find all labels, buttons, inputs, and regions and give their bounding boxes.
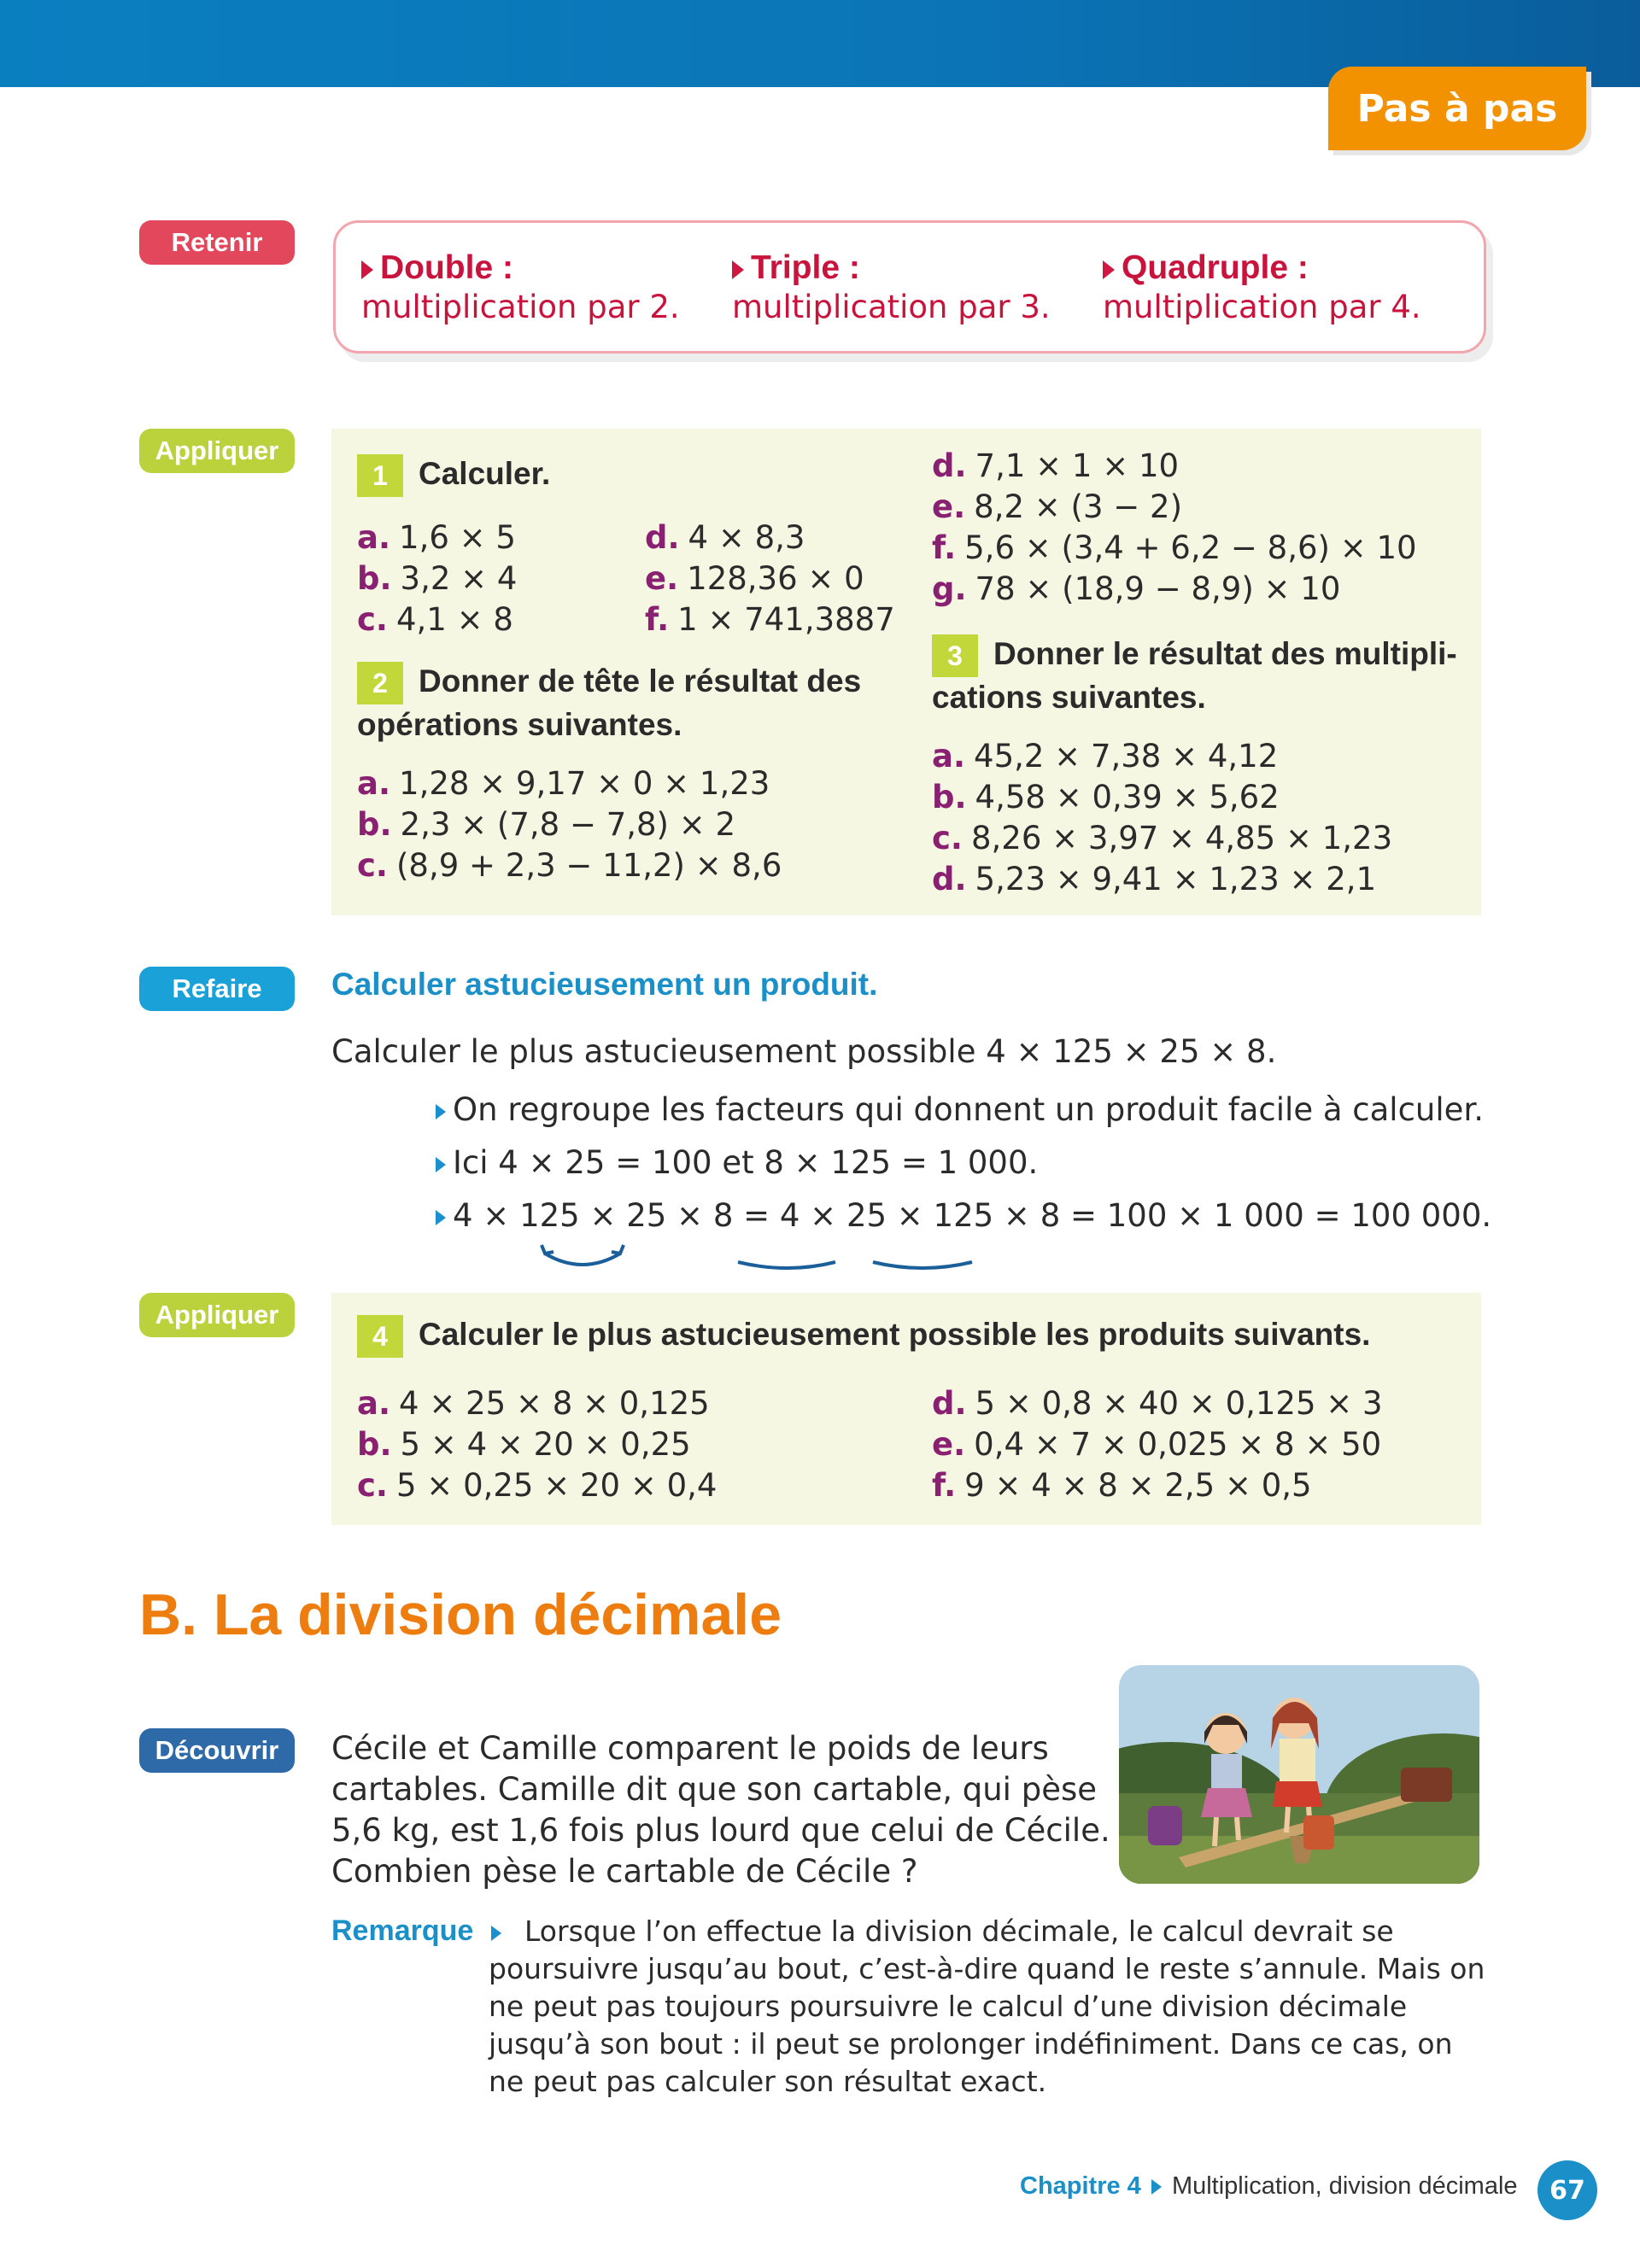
exercise-1-col-a (357, 517, 517, 640)
exercise-title-text: Donner le résultat des multipli- (993, 636, 1457, 671)
list-item: b. 5 × 4 × 20 × 0,25 (357, 1426, 691, 1463)
exercise-number: 1 (357, 454, 403, 497)
list-item: c. 5 × 0,25 × 20 × 0,4 (357, 1467, 718, 1504)
decouvrir-label: Découvrir (139, 1728, 295, 1773)
seesaw-illustration (1119, 1665, 1479, 1884)
appliquer-label: Appliquer (139, 429, 295, 473)
list-item: b. 4,58 × 0,39 × 5,62 (932, 779, 1280, 815)
list-item: d. 5,23 × 9,41 × 1,23 × 2,1 (932, 861, 1377, 897)
remarque-body: Lorsque l’on effectue la division décimale, le calcul devrait se poursuivre jusqu’au bout, c’est-à-dire quand le reste s’annule. Mais on ne peut pas toujours poursuivre le calcul d’une division décimale jusqu’à son bout : il peut se prolonger indéfiniment. Dans ce cas, on ne peut pas calculer son résultat exact. (489, 1914, 1485, 2098)
bullet-icon (361, 260, 373, 279)
exercise-1-col-b (645, 517, 895, 640)
section-title: B. La division décimale (139, 1582, 782, 1647)
list-item: e. 128,36 × 0 (645, 560, 864, 597)
chapter-subject: Multiplication, division décimale (1171, 2172, 1518, 2200)
refaire-heading: Calculer astucieusement un produit. (331, 967, 878, 1002)
exercise-3-title (932, 634, 1457, 718)
remarque-text (489, 1913, 1488, 2101)
refaire-label: Refaire (139, 967, 295, 1011)
exercise-4-col-a (357, 1383, 717, 1506)
text-line: cartables. Camille dit que son cartable, qui pèse (331, 1771, 1098, 1808)
retenir-triple (732, 248, 1051, 327)
exercise-title-text: Calculer le plus astucieusement possible les produits suivants. (419, 1316, 1371, 1352)
refaire-step: Ici 4 × 25 = 100 et 8 × 125 = 1 000. (436, 1143, 1038, 1184)
exercise-title-text: Calculer. (419, 455, 551, 491)
exercise-title-text: cations suivantes. (932, 680, 1206, 716)
appliquer-label: Appliquer (139, 1293, 295, 1337)
text-line: Combien pèse le cartable de Cécile ? (331, 1853, 918, 1890)
footer (1020, 2172, 1518, 2201)
bullet-icon (436, 1157, 446, 1172)
list-item: f. 9 × 4 × 8 × 2,5 × 0,5 (932, 1467, 1312, 1504)
retenir-double (361, 248, 680, 327)
exercise-3-list (932, 736, 1392, 900)
bullet-icon (436, 1104, 446, 1119)
pas-a-pas-badge: Pas à pas (1328, 67, 1586, 150)
list-item: c. (8,9 + 2,3 − 11,2) × 8,6 (357, 847, 782, 884)
refaire-step: On regroupe les facteurs qui donnent un produit facile à calculer. (436, 1090, 1484, 1131)
exercise-panel-4 (331, 1293, 1481, 1525)
exercise-title-text: opérations suivantes. (357, 707, 682, 743)
retenir-box (333, 220, 1486, 354)
list-item: a. 1,28 × 9,17 × 0 × 1,23 (357, 765, 770, 802)
retenir-def: multiplication par 4. (1103, 289, 1421, 325)
bullet-icon (1151, 2179, 1162, 2195)
group-underline-icon (738, 1262, 835, 1268)
list-item: e. 0,4 × 7 × 0,025 × 8 × 50 (932, 1426, 1382, 1463)
bullet-icon (436, 1210, 446, 1225)
list-item: g. 78 × (18,9 − 8,9) × 10 (932, 570, 1341, 607)
regroup-arrows (530, 1238, 991, 1281)
list-item: f. 5,6 × (3,4 + 6,2 − 8,6) × 10 (932, 529, 1417, 566)
exercise-number: 2 (357, 662, 403, 704)
retenir-quadruple (1103, 248, 1421, 327)
list-item: a. 4 × 25 × 8 × 0,125 (357, 1385, 710, 1422)
list-item: a. 45,2 × 7,38 × 4,12 (932, 738, 1279, 775)
exercise-2-title (357, 661, 861, 745)
list-item: d. 4 × 8,3 (645, 519, 805, 556)
retenir-label: Retenir (139, 220, 295, 265)
text-line: Cécile et Camille comparent le poids de leurs (331, 1730, 1049, 1767)
list-item: b. 3,2 × 4 (357, 560, 518, 597)
retenir-def: multiplication par 2. (361, 289, 680, 325)
exercise-1-col-c (932, 446, 1417, 610)
exercise-panel-1 (331, 429, 1481, 915)
exercise-2-list (357, 763, 782, 886)
retenir-term: Triple : (751, 249, 860, 286)
refaire-step: 4 × 125 × 25 × 8 = 4 × 25 × 125 × 8 = 100 × 1 000 = 100 000. (436, 1195, 1491, 1236)
exercise-4-col-b (932, 1383, 1383, 1506)
group-underline-icon (873, 1262, 972, 1268)
retenir-term: Double : (380, 249, 513, 286)
page-number: 67 (1538, 2160, 1597, 2220)
decouvrir-text (331, 1728, 1110, 1892)
exercise-4-title (357, 1315, 1370, 1358)
remarque-label: Remarque (331, 1914, 474, 1947)
list-item: c. 8,26 × 3,97 × 4,85 × 1,23 (932, 820, 1393, 856)
bullet-icon (1103, 260, 1115, 279)
bullet-icon (732, 260, 744, 279)
list-item: f. 1 × 741,3887 (645, 601, 895, 638)
exercise-1-title (357, 454, 550, 497)
exercise-number: 3 (932, 634, 978, 677)
list-item: d. 5 × 0,8 × 40 × 0,125 × 3 (932, 1385, 1383, 1422)
list-item: e. 8,2 × (3 − 2) (932, 488, 1182, 525)
text-line: 5,6 kg, est 1,6 fois plus lourd que celui de Cécile. (331, 1812, 1110, 1849)
exercise-title-text: Donner de tête le résultat des (419, 663, 862, 699)
list-item: b. 2,3 × (7,8 − 7,8) × 2 (357, 806, 736, 843)
retenir-term: Quadruple : (1122, 249, 1309, 286)
chapter-label: Chapitre 4 (1020, 2172, 1141, 2200)
refaire-intro: Calculer le plus astucieusement possible 4 × 125 × 25 × 8. (331, 1033, 1277, 1070)
list-item: c. 4,1 × 8 (357, 601, 513, 638)
exercise-number: 4 (357, 1315, 403, 1358)
list-item: a. 1,6 × 5 (357, 519, 516, 556)
swap-arrow-icon (545, 1254, 620, 1265)
retenir-def: multiplication par 3. (732, 289, 1051, 325)
list-item: d. 7,1 × 1 × 10 (932, 447, 1180, 484)
